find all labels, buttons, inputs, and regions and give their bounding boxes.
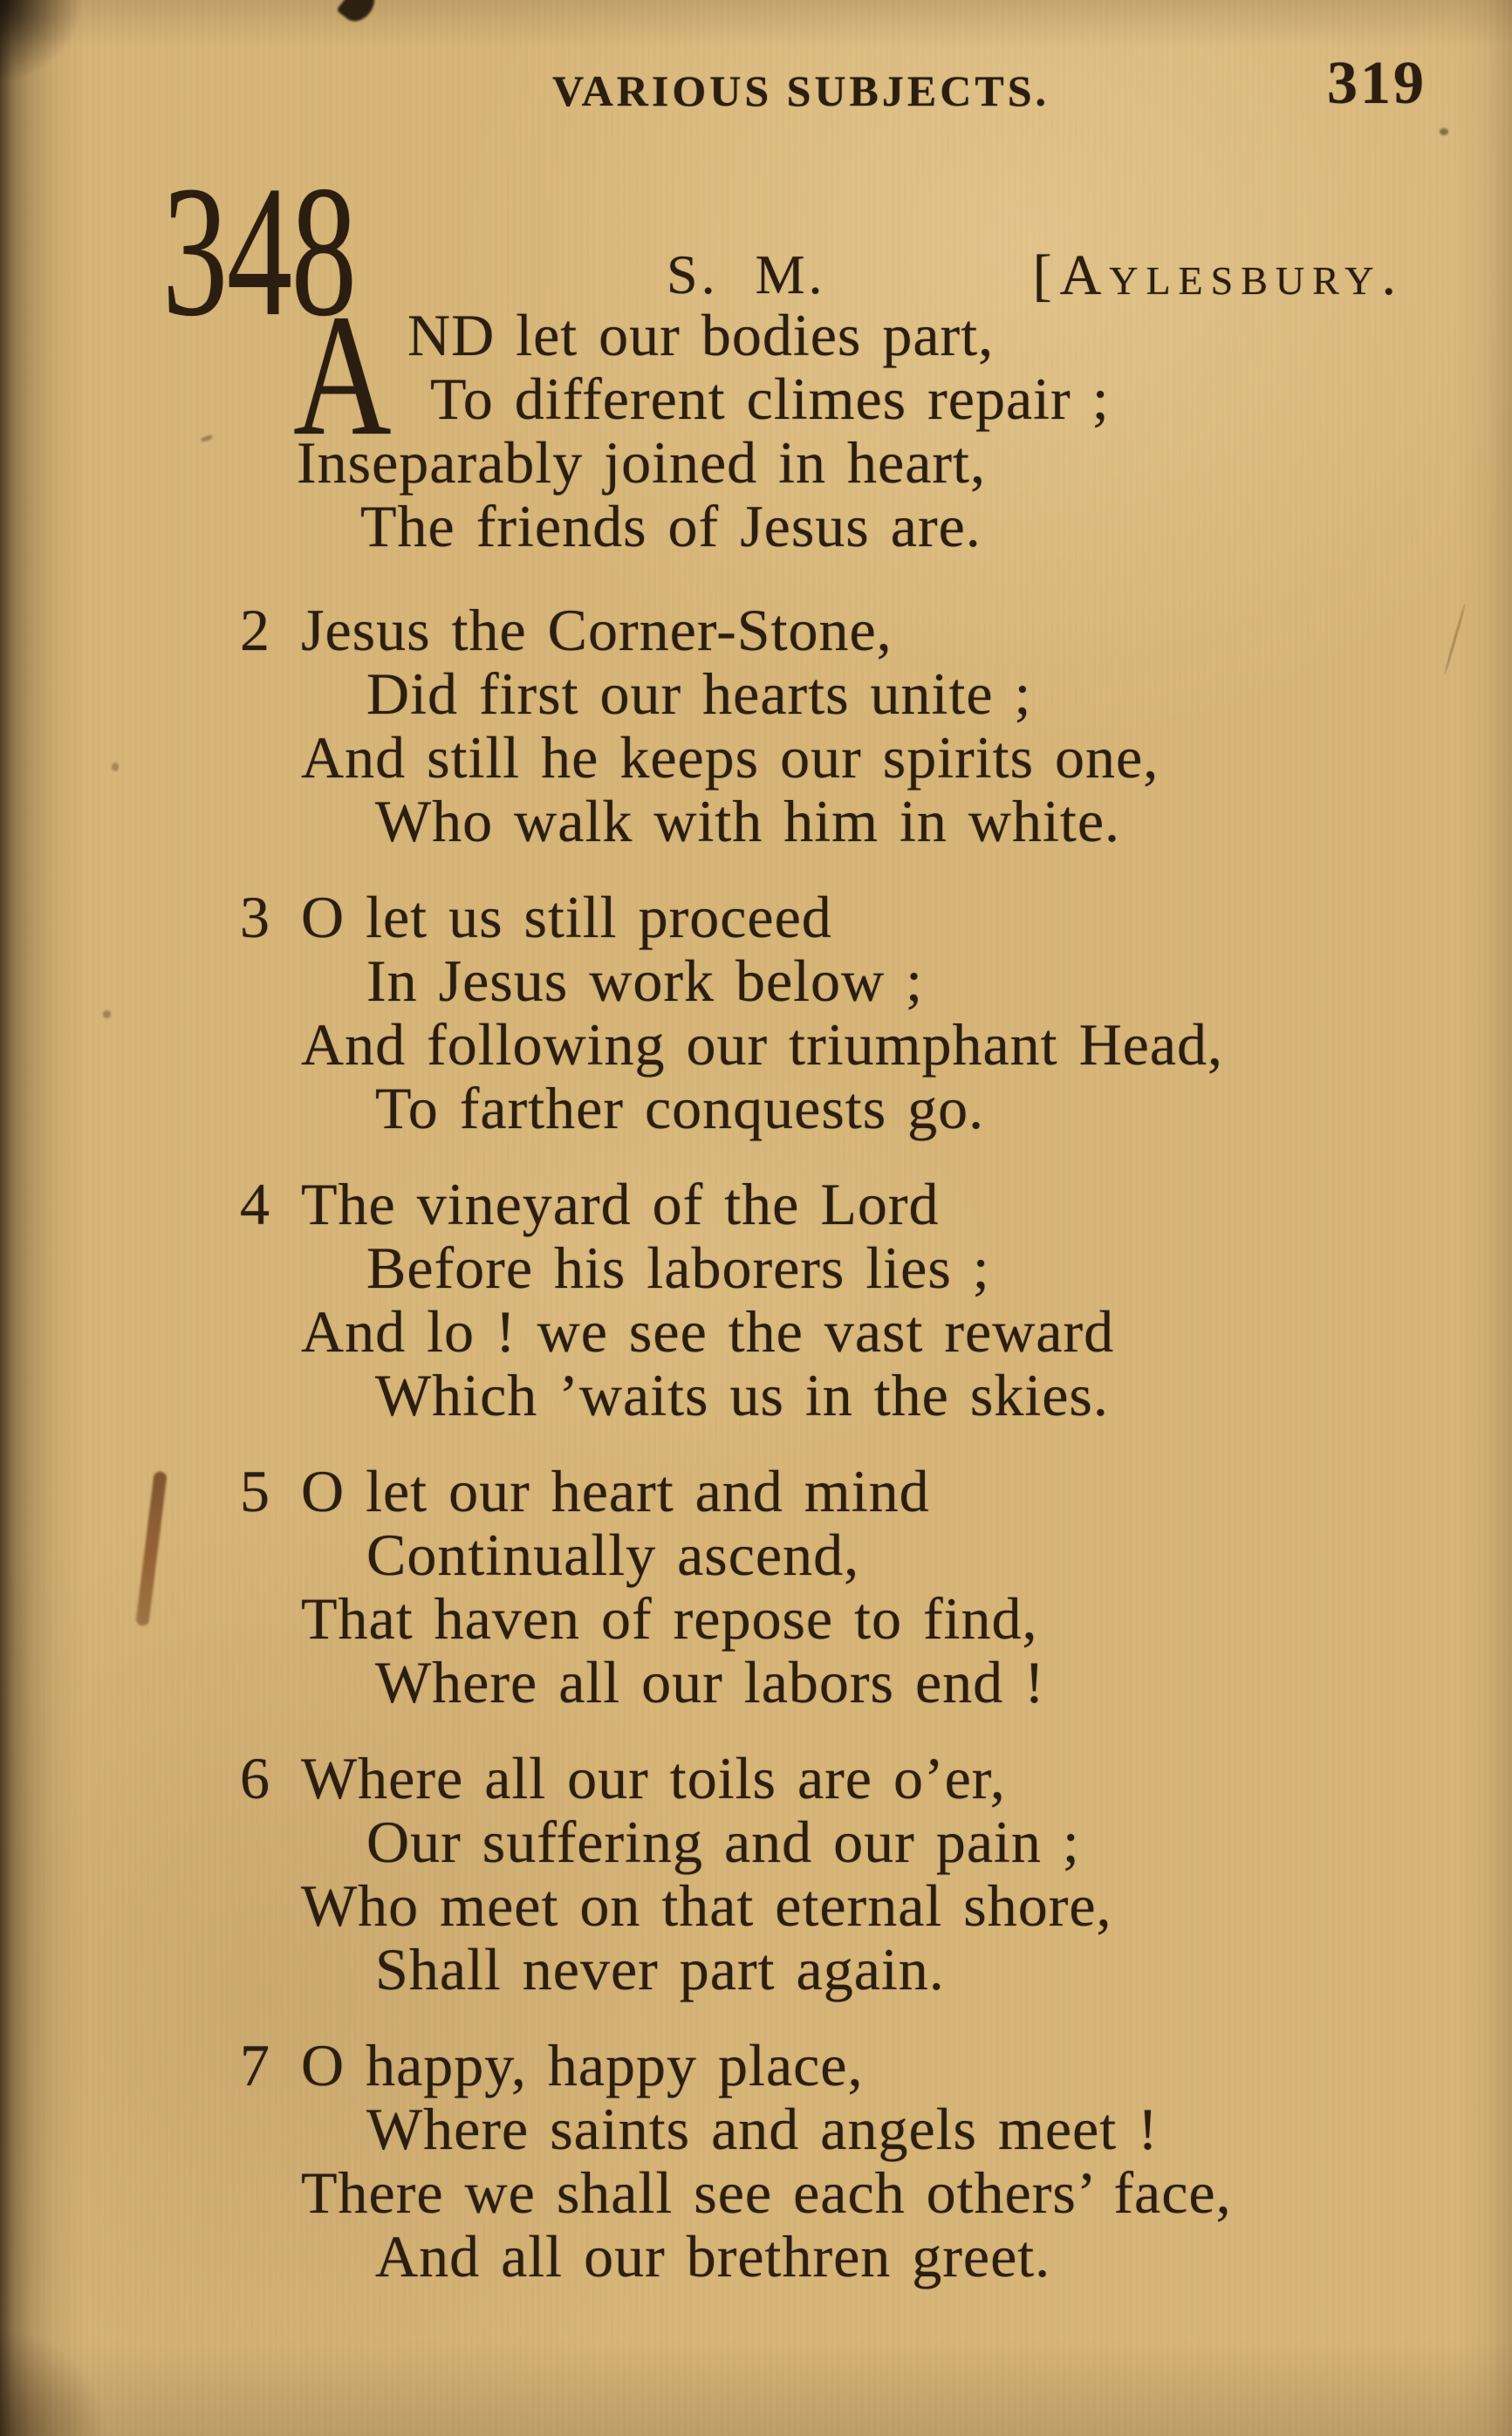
- verse-line-text: And still he keeps our spirits one,: [301, 724, 1160, 790]
- stanza: [0, 599, 1512, 853]
- verse-line-text: Inseparably joined in heart,: [297, 429, 986, 496]
- verse-line: [0, 599, 1512, 662]
- running-header-title: VARIOUS SUBJECTS.: [552, 66, 1050, 115]
- verse-line: [0, 949, 1512, 1013]
- verse-line: [0, 304, 1512, 367]
- top-edge-ink-mark: [336, 0, 380, 27]
- verse-line: [0, 1810, 1512, 1874]
- stanza: [0, 886, 1512, 1140]
- verse-line: [0, 2225, 1512, 2289]
- verse-line-text: And all our brethren greet.: [375, 2223, 1051, 2289]
- hymn-tune-name: [Aylesbury.: [1032, 243, 1404, 307]
- verse-line-text: O happy, happy place,: [301, 2032, 864, 2098]
- verse-line-text: Where saints and angels meet !: [366, 2096, 1159, 2162]
- verse-number: 5: [240, 1458, 270, 1524]
- verse-line: [0, 790, 1512, 853]
- verse-line: [0, 1747, 1512, 1810]
- verse-line: [0, 1013, 1512, 1077]
- verse-line: [0, 1651, 1512, 1714]
- verse-number: 7: [240, 2032, 270, 2098]
- verse-line-text: Who meet on that eternal shore,: [301, 1872, 1112, 1939]
- verse-line-text: Shall never part again.: [375, 1936, 945, 2002]
- verse-line: [0, 1587, 1512, 1651]
- verse-line: [0, 2097, 1512, 2161]
- stanza: [0, 1460, 1512, 1714]
- verse-line: [0, 1236, 1512, 1300]
- drop-cap-letter: A: [293, 279, 392, 472]
- verse-number: 3: [240, 884, 270, 950]
- verse-number: 2: [240, 597, 270, 663]
- verse-line: [0, 726, 1512, 790]
- hymn-number: 348: [162, 147, 356, 355]
- verse-line: [0, 662, 1512, 726]
- verse-line: [0, 1874, 1512, 1938]
- ink-speck: [112, 763, 119, 771]
- page-number: 319: [1327, 50, 1426, 117]
- verse-line-text: To different climes repair ;: [430, 366, 1110, 432]
- stanza: [0, 2034, 1512, 2289]
- verse-line-text: Before his laborers lies ;: [366, 1235, 990, 1301]
- verse-line-text: There we shall see each others’ face,: [301, 2159, 1232, 2226]
- verse-line: [0, 886, 1512, 949]
- verse-line: [0, 1300, 1512, 1364]
- verse-line: [0, 1173, 1512, 1236]
- verse-line-text: Our suffering and our pain ;: [366, 1809, 1080, 1875]
- verse-line-text: The friends of Jesus are.: [360, 493, 982, 559]
- verse-line: [0, 1364, 1512, 1427]
- verse-number: 4: [240, 1171, 270, 1237]
- stanza: [0, 1173, 1512, 1427]
- verse-number: 6: [240, 1745, 270, 1811]
- verse-line: [0, 2034, 1512, 2097]
- stanza: [0, 279, 1512, 559]
- verse-line-text: Jesus the Corner-Stone,: [301, 597, 893, 663]
- hymn-text: [0, 279, 1512, 2321]
- verse-line-text: The vineyard of the Lord: [301, 1171, 940, 1237]
- verse-line: [0, 1938, 1512, 2001]
- verse-line: [0, 1460, 1512, 1523]
- verse-line-text: Where all our labors end !: [375, 1649, 1045, 1715]
- verse-line-text: Continually ascend,: [366, 1522, 860, 1588]
- verse-line-text: Where all our toils are o’er,: [301, 1745, 1006, 1811]
- verse-line: [0, 1523, 1512, 1587]
- verse-line: [0, 2161, 1512, 2225]
- verse-line-text: Did first our hearts unite ;: [366, 660, 1032, 727]
- hymn-meter: S. M.: [667, 243, 826, 305]
- verse-line: [0, 1077, 1512, 1140]
- verse-line-text: O let us still proceed: [301, 884, 832, 950]
- verse-line-text: In Jesus work below ;: [366, 948, 924, 1014]
- stanza: [0, 1747, 1512, 2001]
- verse-line: [0, 367, 1512, 431]
- ink-speck: [103, 1010, 111, 1018]
- verse-line-text: Who walk with him in white.: [375, 788, 1121, 854]
- verse-line-text: To farther conquests go.: [375, 1075, 985, 1141]
- verse-line: [0, 431, 1512, 495]
- ink-speck: [1440, 128, 1448, 135]
- verse-line-text: ND let our bodies part,: [407, 302, 995, 368]
- verse-line-text: That haven of repose to find,: [301, 1585, 1038, 1652]
- verse-line: [0, 495, 1512, 558]
- verse-line-text: Which ’waits us in the skies.: [375, 1362, 1109, 1428]
- verse-line-text: And following our triumphant Head,: [301, 1011, 1224, 1078]
- verse-line-text: O let our heart and mind: [301, 1458, 930, 1524]
- verse-line-text: And lo ! we see the vast reward: [301, 1298, 1115, 1365]
